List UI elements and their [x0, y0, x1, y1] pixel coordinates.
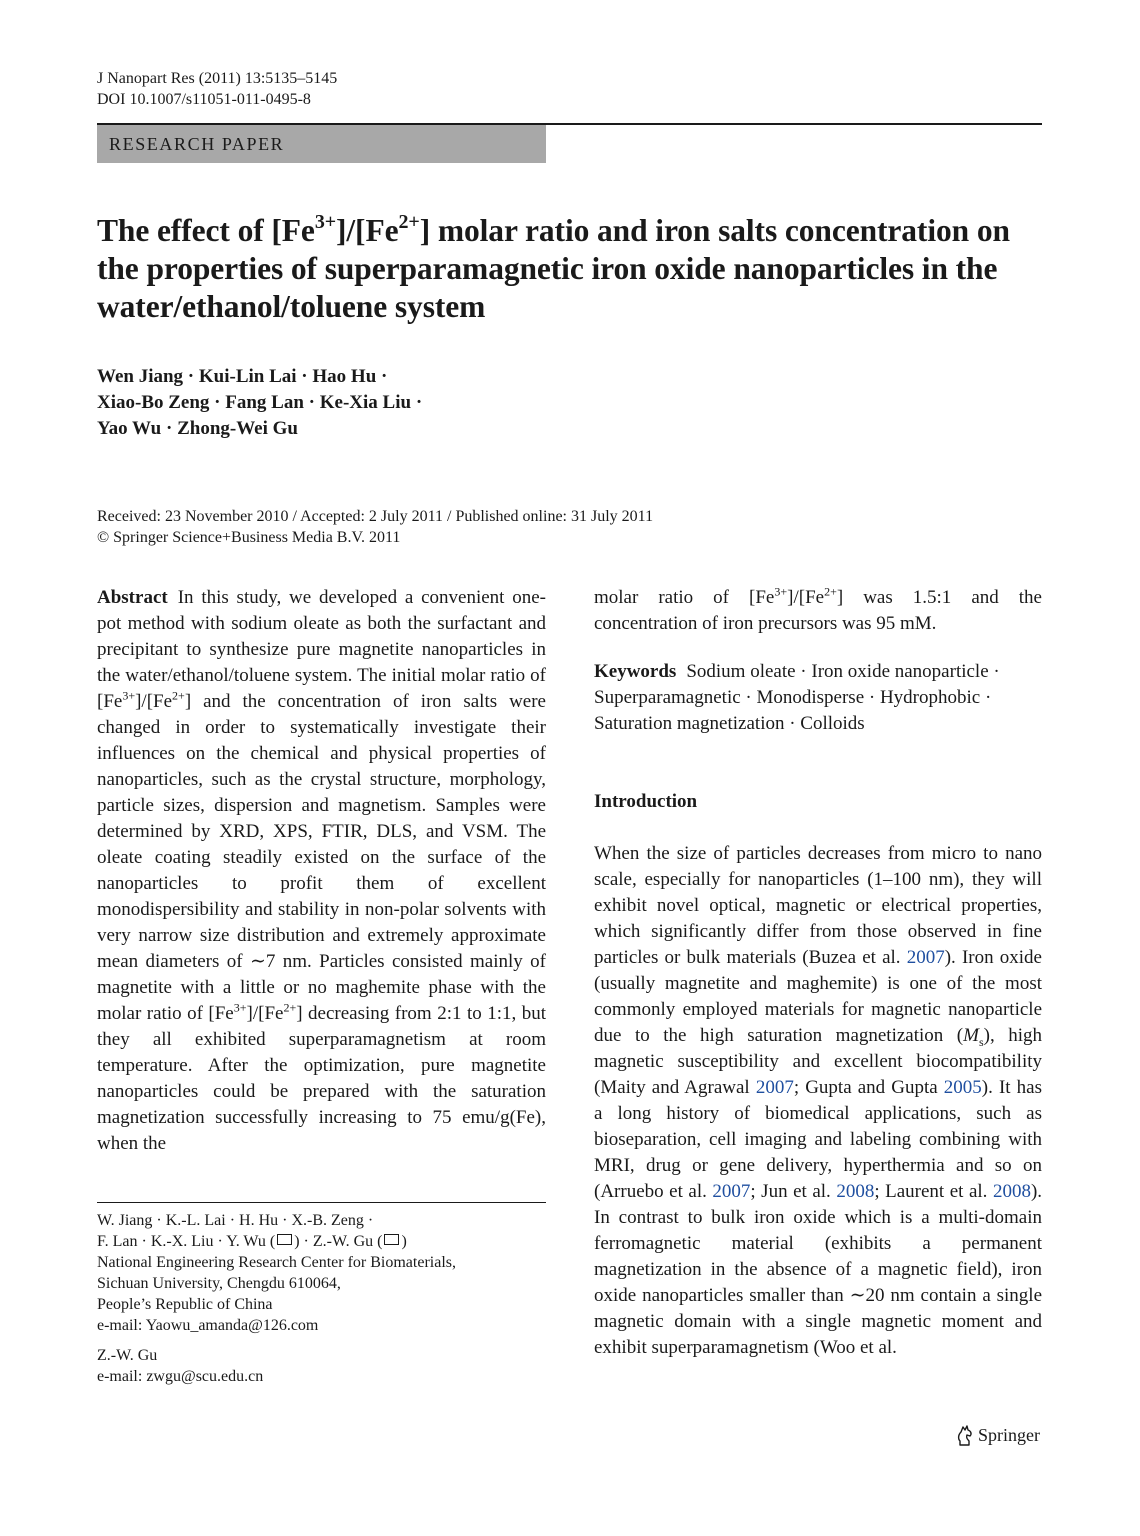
- citation-link[interactable]: 2007: [755, 1077, 794, 1098]
- section-heading-introduction: Introduction: [594, 791, 698, 812]
- envelope-icon: [277, 1234, 292, 1245]
- affiliation-text: ): [401, 1233, 407, 1250]
- right-column: [594, 585, 1042, 1361]
- affiliation-text: F. Lan · K.-X. Liu · Y. Wu (: [97, 1233, 276, 1250]
- body-text: When the size of particles decreases from micro to nano scale, especially for nanoparticles (1–100 nm), they will exhibit novel optical, magnetic or electrical properties, which significantly differ from those observed in fine particles or bulk materials (Buzea et al.: [594, 843, 1042, 968]
- left-column: [97, 585, 546, 1157]
- subscript: s: [978, 1034, 984, 1049]
- affiliation-line: Z.-W. Gu: [97, 1347, 158, 1364]
- keywords-list: Sodium oleate · Iron oxide nanoparticle · Superparamagnetic · Monodisperse · Hydrophobic · Saturation magnetization · Colloids: [594, 661, 1000, 734]
- abstract-text: ] decreasing from 2:1 to 1:1, but they all exhibited superparamagnetism at room temperature. After the optimization, pure magnetite nanoparticles could be prepared with the saturation magnetization successfully increasing to 75 emu/g(Fe), when the: [97, 1003, 547, 1154]
- affiliation-line: People’s Republic of China: [97, 1296, 273, 1313]
- superscript: 2+: [172, 688, 185, 703]
- affiliation-line: W. Jiang · K.-L. Lai · H. Hu · X.-B. Zeng ·: [97, 1212, 374, 1229]
- superscript: 3+: [122, 688, 136, 703]
- superscript: 2+: [824, 584, 837, 599]
- affiliation-line: Sichuan University, Chengdu 610064,: [97, 1275, 341, 1292]
- affiliation-block: [97, 1210, 456, 1387]
- title-superscript: 2+: [398, 210, 420, 233]
- author-list: [97, 364, 422, 442]
- email-gu[interactable]: e-mail: zwgu@scu.edu.cn: [97, 1368, 264, 1385]
- superscript: 2+: [283, 1000, 297, 1015]
- journal-citation: J Nanopart Res (2011) 13:5135–5145: [97, 70, 338, 87]
- publication-dates: [97, 506, 653, 548]
- symbol: M: [963, 1025, 979, 1046]
- keywords: [594, 659, 1042, 737]
- author-line: Wen Jiang · Kui-Lin Lai · Hao Hu ·: [97, 366, 388, 387]
- email-wu[interactable]: e-mail: Yaowu_amanda@126.com: [97, 1317, 319, 1334]
- superscript: 3+: [774, 584, 788, 599]
- footnote-rule: [97, 1202, 546, 1203]
- abstract-text: ]/[Fe: [246, 1003, 284, 1024]
- title-text: The effect of [Fe: [97, 213, 315, 248]
- copyright: © Springer Science+Business Media B.V. 2011: [97, 529, 401, 546]
- title-text: ]/[Fe: [336, 213, 399, 248]
- publisher-name: Springer: [978, 1425, 1040, 1445]
- springer-knight-icon: [956, 1424, 974, 1446]
- section-banner: RESEARCH PAPER: [97, 125, 546, 163]
- citation-link[interactable]: 2008: [992, 1181, 1031, 1202]
- affiliation-line: National Engineering Research Center for Biomaterials,: [97, 1254, 456, 1271]
- body-text: ). In contrast to bulk iron oxide which is a multi-domain ferromagnetic material (exhibits a permanent magnetization in the absence of a magnetic field), iron oxide nanoparticles smaller than ∼20 nm contain a single magnetic domain with a single magnetic moment and exhibit superparamagnetism (Woo et al.: [594, 1181, 1043, 1358]
- body-text: ). Iron oxide (usually magnetite and maghemite) is one of the most commonly employed materials for magnetic nanoparticle due to the high saturation magnetization (: [594, 947, 1042, 1046]
- abstract-text: ] and the concentration of iron salts were changed in order to systematically investigate their influences on the chemical and physical properties of nanoparticles, such as the crystal structure, morphology, particle sizes, dispersion and magnetism. Samples were determined by XRD, XPS, FTIR, DLS, and VSM. The oleate coating steadily existed on the surface of the nanoparticles to profit them of excellent monodispersibility and stability in non-polar solvents with very narrow size distribution and extremely approximate mean diameters of ∼7 nm. Particles consisted mainly of magnetite with a little or no maghemite phase with the molar ratio of [Fe: [97, 691, 546, 1024]
- abstract-text: ] was 1.5:1 and the concentration of iron precursors was 95 mM.: [594, 587, 1042, 634]
- citation-link[interactable]: 2005: [943, 1077, 982, 1098]
- affiliation-line: [97, 1231, 456, 1252]
- abstract: [97, 585, 546, 1157]
- title-text: ] molar ratio and iron salts concentration on the properties of superparamagnetic iron oxide nanoparticles in the water/ethanol/toluene system: [97, 213, 1010, 324]
- affiliation-text: ) · Z.-W. Gu (: [294, 1233, 383, 1250]
- superscript: 3+: [233, 1000, 247, 1015]
- doi: DOI 10.1007/s11051-011-0495-8: [97, 91, 311, 108]
- citation-link[interactable]: 2008: [836, 1181, 875, 1202]
- abstract-text: molar ratio of [Fe: [594, 587, 775, 608]
- body-text: ; Gupta and Gupta: [793, 1077, 944, 1098]
- abstract-continued: [594, 585, 1042, 637]
- envelope-icon: [384, 1234, 399, 1245]
- journal-reference: [97, 68, 337, 110]
- abstract-text: ]/[Fe: [787, 587, 825, 608]
- received-accepted-published: Received: 23 November 2010 / Accepted: 2 July 2011 / Published online: 31 July 2011: [97, 508, 654, 525]
- body-text: ; Jun et al.: [750, 1181, 837, 1202]
- author-line: Xiao-Bo Zeng · Fang Lan · Ke-Xia Liu ·: [97, 392, 423, 413]
- body-text: ), high magnetic susceptibility and excellent biocompatibility (Maity and Agrawal: [594, 1025, 1042, 1098]
- abstract-text: ]/[Fe: [135, 691, 173, 712]
- abstract-text: In this study, we developed a convenient one-pot method with sodium oleate as both the surfactant and precipitant to synthesize pure magnetite nanoparticles in the water/ethanol/toluene system. The initial molar ratio of [Fe: [97, 587, 546, 712]
- paper-title: [97, 212, 1042, 326]
- citation-link[interactable]: 2007: [906, 947, 945, 968]
- body-text: ; Laurent et al.: [874, 1181, 993, 1202]
- introduction-paragraph: [594, 841, 1042, 1361]
- publisher-logo: [956, 1422, 1040, 1448]
- title-superscript: 3+: [314, 210, 337, 233]
- abstract-label: Abstract: [97, 587, 168, 608]
- citation-link[interactable]: 2007: [712, 1181, 751, 1202]
- keywords-label: Keywords: [594, 661, 677, 682]
- body-text: ). It has a long history of biomedical applications, such as bioseparation, cell imaging and labeling combining with MRI, drug or gene delivery, hyperthermia and so on (Arruebo et al.: [594, 1077, 1043, 1202]
- author-line: Yao Wu · Zhong-Wei Gu: [97, 418, 298, 439]
